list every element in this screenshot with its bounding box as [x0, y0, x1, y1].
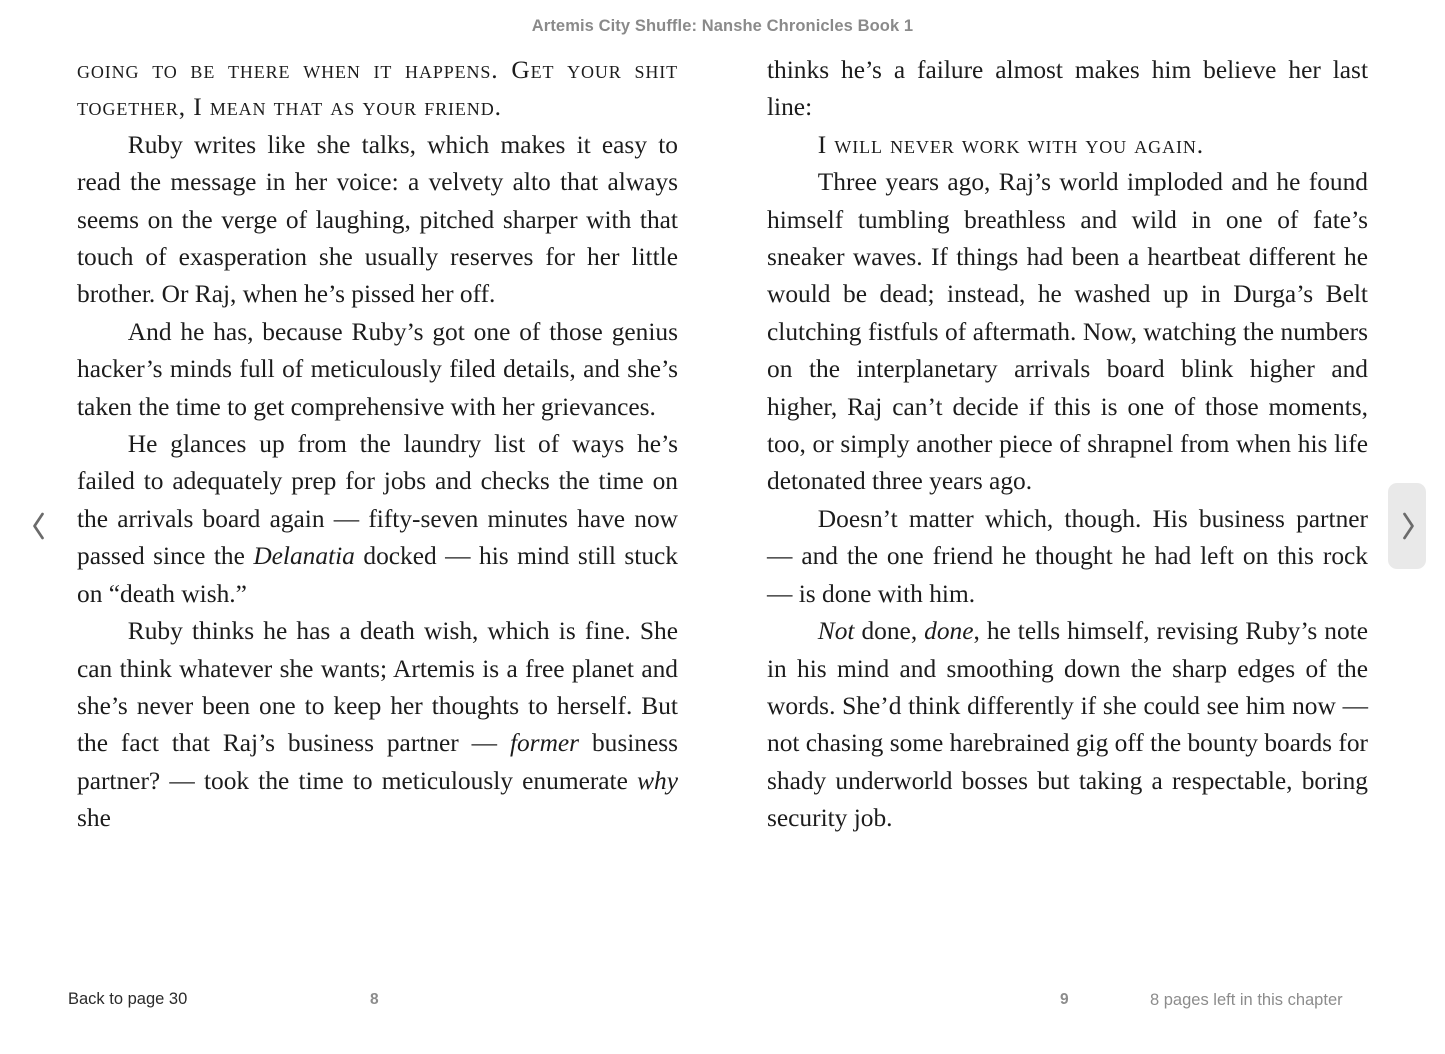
page-column-left [77, 52, 678, 962]
emphasis-not: Not [817, 617, 855, 646]
chevron-right-icon [1399, 511, 1416, 541]
paragraph-ruby-thinks [77, 613, 678, 837]
emphasis-former: former [509, 729, 580, 758]
paragraph-doesnt-matter: Doesn’t matter which, though. His business partner — and the one friend he thought he had left on this rock — is done with him. [767, 504, 1368, 608]
smallcaps-run-3: I [193, 93, 203, 122]
para-text-run: she [77, 804, 111, 833]
smallcaps-run-1: going to be there when it happens. G [77, 56, 531, 84]
para-text-run: business partner? — took the time to meticulously enumerate [77, 729, 679, 795]
smallcaps-run-2: will never work with you again. [827, 130, 1204, 159]
paragraph-continued-smallcaps [77, 52, 678, 127]
paragraph-ruby-writes: Ruby writes like she talks, which makes it easy to read the message in her voice: a velvety alto that always seems on the verge of laughing, pitched sharper with that touch of exasperation she usually reserves for her little brother. Or Raj, when he’s pissed her off. [77, 130, 678, 309]
page-number-left: 8 [370, 991, 379, 1008]
chevron-left-icon [30, 511, 47, 541]
smallcaps-run-1: I [817, 130, 828, 159]
next-page-button[interactable] [1388, 483, 1426, 569]
paragraph-and-he-has: And he has, because Ruby’s got one of those genius hacker’s minds full of meticulously filed details, and she’s taken the time to get comprehensive with her grievances. [77, 317, 678, 421]
para-text-run: Ruby thinks he has a death wish, which is fine. She can think whatever she wants; Artemis is a free planet and she’s never been one to keep her thoughts to herself. But the fact that Raj’s business partner — [77, 617, 678, 758]
ship-name-italic: Delanatia [253, 542, 355, 571]
back-to-page-link[interactable]: Back to page 30 [68, 990, 188, 1008]
emphasis-done: done [924, 617, 974, 646]
para-text-run: He glances up from the laundry list of ways he’s failed to adequately prep for jobs and checks the time on the arrivals board again — fifty-seven minutes have now passed since the [77, 430, 678, 571]
previous-page-button[interactable] [18, 483, 58, 569]
para-text-run: done, [854, 617, 925, 646]
page-body [0, 52, 1445, 962]
para-text-run: , he tells himself, revising Ruby’s note in his mind and smoothing down the sharp edges of the words. She’d think differently if she could see him now — not chasing some harebrained gig off the bounty boards for shady underworld bosses but taking a respectable, boring security job. [767, 617, 1368, 833]
para-text-run: docked — his mind still stuck on “death wish.” [77, 542, 678, 608]
reader-footer [0, 962, 1445, 1054]
book-title: Artemis City Shuffle: Nanshe Chronicles Book 1 [531, 16, 914, 35]
smallcaps-run-4: mean that as your friend. [202, 93, 502, 122]
page-column-right [767, 52, 1368, 962]
paragraph-quote-smallcaps [767, 127, 1368, 164]
paragraph-continued-thinks: thinks he’s a failure almost makes him believe her last line: [767, 56, 1368, 122]
paragraph-he-glances-up [77, 426, 678, 613]
pages-left-status: 8 pages left in this chapter [1150, 991, 1343, 1009]
emphasis-why: why [637, 766, 678, 795]
paragraph-three-years-ago: Three years ago, Raj’s world imploded and he found himself tumbling breathless and wild in one of fate’s sneaker waves. If things had been a heartbeat different he would be dead; instead, he washed up in Durga’s Belt clutching fistfuls of aftermath. Now, watching the numbers on the interplanetary arrivals board blink higher and higher, Raj can’t decide if this is one of those moments, too, or simply another piece of shrapnel from when his life detonated three years ago. [767, 168, 1368, 496]
smallcaps-run-2: et your shit together, [77, 56, 678, 122]
reader-header [0, 0, 1445, 52]
page-number-right: 9 [1060, 991, 1069, 1008]
paragraph-not-done [767, 613, 1368, 837]
